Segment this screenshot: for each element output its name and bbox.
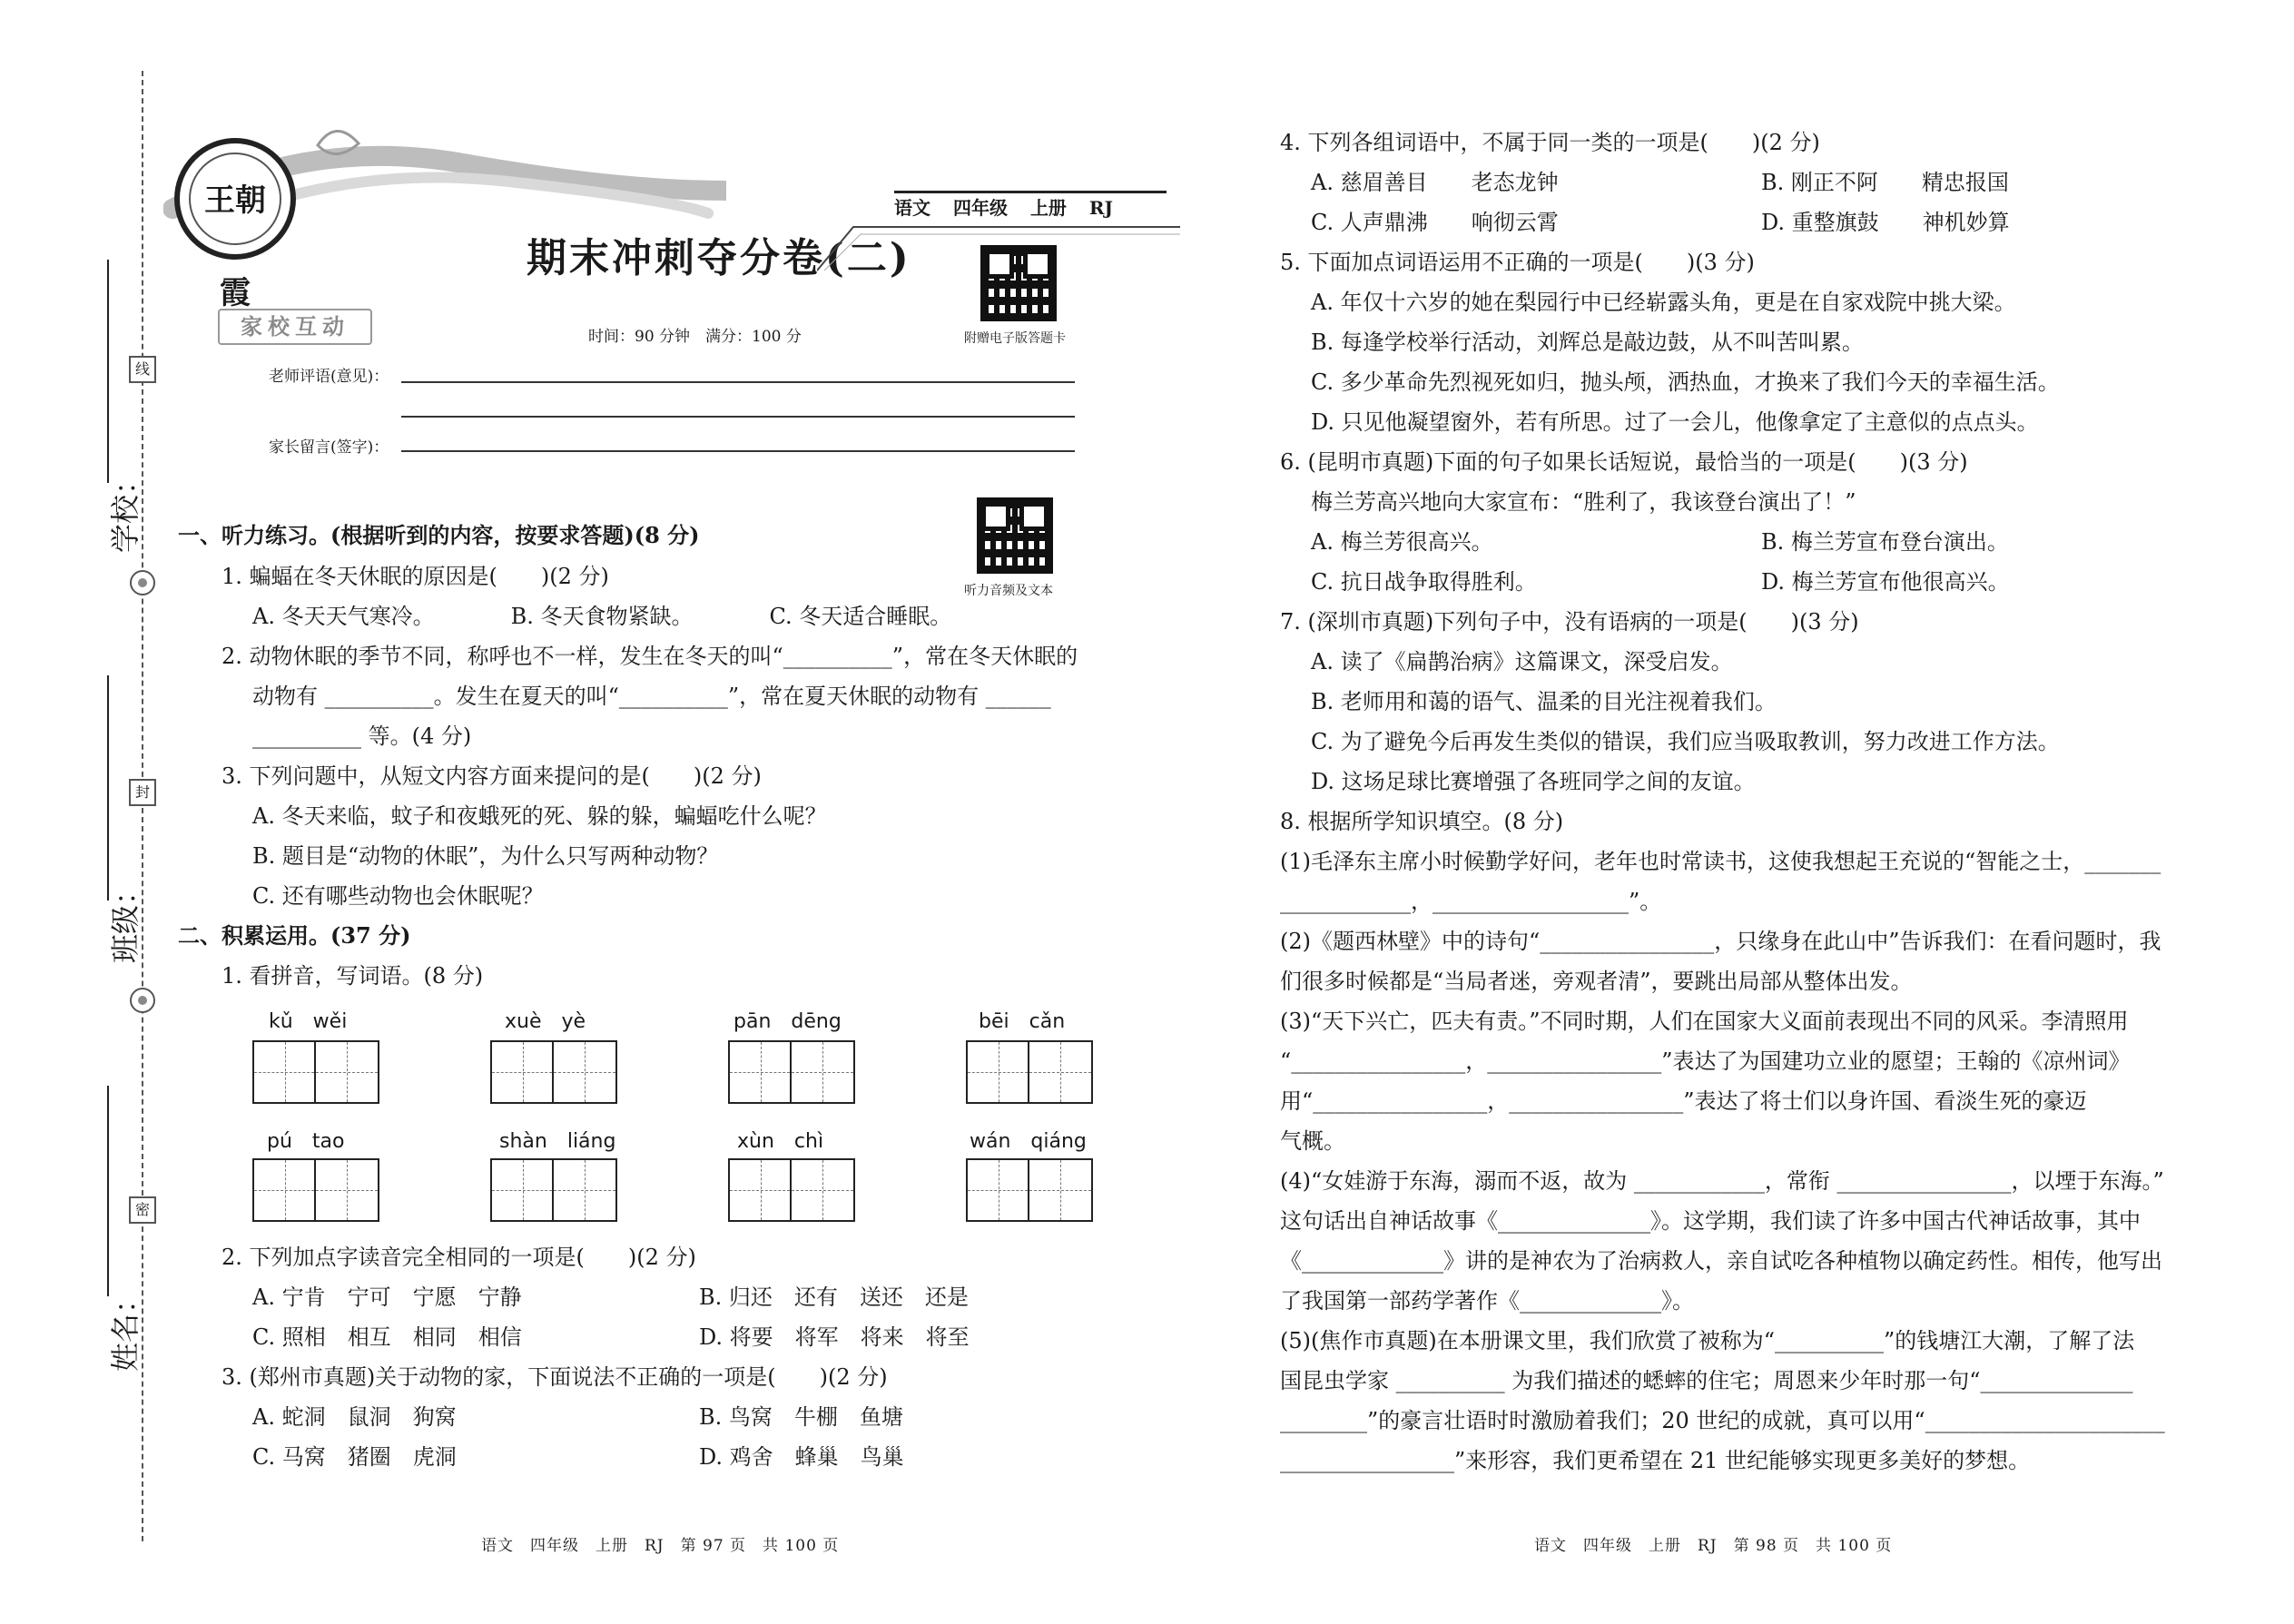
question-text: 7. (深圳市真题)下列句子中，没有语病的一项是( )(3 分) (1280, 609, 1859, 635)
writing-grid[interactable] (728, 1158, 855, 1222)
time-info: 时间：90 分钟 满分：100 分 (588, 328, 802, 346)
fill-in-text: 们很多时候都是“当局者迷，旁观者清”，要跳出局部从整体出发。 (1280, 969, 1913, 994)
meta-volume: 上册 (1029, 197, 1067, 219)
question-option: D. 这场足球比赛增强了各班同学之间的友谊。 (1311, 769, 1756, 794)
section-heading: 二、积累运用。(37 分) (178, 922, 411, 949)
name-label: 姓名： (108, 1284, 143, 1373)
pinyin-label: bēi cǎn (979, 1010, 1066, 1033)
pinyin-label: pān dēng (733, 1010, 842, 1033)
qr-code-icon[interactable] (977, 497, 1053, 574)
page-footer: 语文 四年级 上册 RJ 第 98 页 共 100 页 (1534, 1537, 1893, 1555)
school-underline (107, 260, 109, 483)
question-option: D. 将要 将军 将来 将至 (699, 1324, 970, 1350)
qr-caption: 听力音频及文本 (964, 584, 1053, 598)
logo-text: 王朝霞 (189, 153, 281, 245)
question-option: B. 梅兰芳宣布登台演出。 (1761, 529, 2009, 555)
question-text: 1. 看拼音，写词语。(8 分) (222, 963, 484, 989)
pinyin-label: xùn chì (737, 1130, 824, 1153)
question-option: C. 多少革命先烈视死如归，抛头颅，洒热血，才换来了我们今天的幸福生活。 (1311, 369, 2060, 395)
question-text: 动物有 __________。发生在夏天的叫“__________”，常在夏天休眠的动物有 ______ (252, 684, 1051, 709)
question-options: A. 冬天天气寒冷。 B. 冬天食物紧缺。 C. 冬天适合睡眠。 (252, 604, 952, 629)
teacher-comment-line[interactable] (401, 381, 1075, 383)
question-option: A. 梅兰芳很高兴。 (1311, 529, 1493, 555)
writing-grid[interactable] (252, 1158, 379, 1222)
parent-comment-label: 家长留言(签字)： (269, 438, 389, 457)
question-text: 4. 下列各组词语中，不属于同一类的一项是( )(2 分) (1280, 130, 1820, 155)
teacher-comment-line[interactable] (401, 416, 1075, 418)
fill-in-text: ____________，__________________”。 (1280, 889, 1662, 914)
writing-grid[interactable] (252, 1040, 379, 1104)
pinyin-label: shàn liáng (499, 1130, 616, 1153)
teacher-comment-label: 老师评语(意见)： (269, 368, 389, 386)
question-text: 2. 下列加点字读音完全相同的一项是( )(2 分) (222, 1245, 696, 1270)
seal-char: 封 (129, 779, 156, 806)
question-option: C. 还有哪些动物也会休眠呢？ (252, 883, 544, 909)
writing-grid[interactable] (728, 1040, 855, 1104)
question-text: 3. 下列问题中，从短文内容方面来提问的是( )(2 分) (222, 763, 762, 789)
pinyin-label: xuè yè (505, 1010, 586, 1033)
question-option: D. 重整旗鼓 神机妙算 (1761, 210, 2010, 235)
question-option: C. 照相 相互 相同 相信 (252, 1324, 522, 1350)
meta-subject: 语文 (894, 197, 930, 219)
question-text: 5. 下面加点词语运用不正确的一项是( )(3 分) (1280, 250, 1755, 275)
question-option: A. 读了《扁鹊治病》这篇课文，深受启发。 (1311, 649, 1733, 674)
writing-grid[interactable] (966, 1158, 1093, 1222)
pinyin-label: wán qiáng (970, 1130, 1087, 1153)
question-option: B. 刚正不阿 精忠报国 (1761, 170, 2009, 195)
question-option: A. 冬天来临，蚊子和夜蛾死的死、躲的躲，蝙蝠吃什么呢？ (252, 803, 827, 829)
question-option: B. 题目是“动物的休眠”，为什么只写两种动物？ (252, 843, 719, 869)
fill-in-text: (4)“女娃游于东海，溺而不返，故为 ____________，常衔 ________________，以堙于东海。” (1280, 1168, 2164, 1194)
fill-in-text: ________”的豪言壮语时时激励着我们；20 世纪的成就，真可以用“______________________ (1280, 1408, 2165, 1433)
question-text: 8. 根据所学知识填空。(8 分) (1280, 809, 1564, 834)
question-option: D. 只见他凝望窗外，若有所思。过了一会儿，他像拿定了主意似的点点头。 (1311, 409, 2039, 435)
parent-comment-line[interactable] (401, 450, 1075, 452)
writing-grid[interactable] (966, 1040, 1093, 1104)
page-footer: 语文 四年级 上册 RJ 第 97 页 共 100 页 (481, 1537, 840, 1555)
fill-in-text: 这句话出自神话故事《______________》。这学期，我们读了许多中国古代神话故事，其中 (1280, 1208, 2141, 1234)
question-option: A. 蛇洞 鼠洞 狗窝 (252, 1404, 457, 1430)
question-text: 1. 蝙蝠在冬天休眠的原因是( )(2 分) (222, 564, 609, 589)
question-option: A. 宁肯 宁可 宁愿 宁静 (252, 1284, 522, 1310)
publisher-logo (174, 138, 296, 311)
qr-code-icon[interactable] (980, 245, 1057, 321)
fill-in-text: “________________，________________”表达了为国建功立业的愿望；王翰的《凉州词》 (1280, 1048, 2131, 1074)
meta-grade: 四年级 (952, 197, 1008, 219)
question-option: B. 鸟窝 牛棚 鱼塘 (699, 1404, 903, 1430)
page-title: 期末冲刺夺分卷(二) (527, 235, 911, 281)
question-option: C. 马窝 猪圈 虎洞 (252, 1444, 457, 1470)
question-text: 梅兰芳高兴地向大家宣布：“胜利了，我该登台演出了！” (1311, 489, 1856, 515)
binding-hole-icon (130, 570, 155, 595)
question-option: B. 老师用和蔼的语气、温柔的目光注视着我们。 (1311, 689, 1777, 714)
question-option: A. 慈眉善目 老态龙钟 (1311, 170, 1559, 195)
fill-in-text: (2)《题西林壁》中的诗句“________________，只缘身在此山中”告诉我们：在看问题时，我 (1280, 929, 2161, 954)
question-text: 2. 动物休眠的季节不同，称呼也不一样，发生在冬天的叫“__________”，常在冬天休眠的 (222, 644, 1078, 669)
writing-grid[interactable] (490, 1040, 617, 1104)
school-label: 学校： (108, 465, 143, 554)
question-text: 6. (昆明市真题)下面的句子如果长话短说，最恰当的一项是( )(3 分) (1280, 449, 1968, 475)
question-option: B. 归还 还有 送还 还是 (699, 1284, 969, 1310)
seal-char: 密 (129, 1196, 156, 1224)
home-school-badge: 家校互动 (218, 309, 372, 345)
section-heading: 一、听力练习。(根据听到的内容，按要求答题)(8 分) (178, 522, 700, 548)
name-underline (107, 1086, 109, 1296)
seal-char: 线 (129, 356, 156, 383)
question-text: __________ 等。(4 分) (252, 723, 472, 749)
question-option: C. 人声鼎沸 响彻云霄 (1311, 210, 1559, 235)
fill-in-text: (3)“天下兴亡，匹夫有责。”不同时期，人们在国家大义面前表现出不同的风采。李清照用 (1280, 1009, 2129, 1034)
fill-in-text: 《_____________》讲的是神农为了治病救人，亲自试吃各种植物以确定药性。相传，他写出 (1280, 1248, 2162, 1274)
pinyin-label: kǔ wěi (269, 1010, 348, 1033)
question-option: C. 为了避免今后再发生类似的错误，我们应当吸取教训，努力改进工作方法。 (1311, 729, 2060, 754)
fill-in-text: (5)(焦作市真题)在本册课文里，我们欣赏了被称为“__________”的钱塘江大潮，了解了法 (1280, 1328, 2135, 1353)
question-text: 3. (郑州市真题)关于动物的家，下面说法不正确的一项是( )(2 分) (222, 1364, 888, 1390)
question-option: D. 鸡舍 蜂巢 鸟巢 (699, 1444, 904, 1470)
question-option: C. 抗日战争取得胜利。 (1311, 569, 1537, 595)
fill-in-text: 了我国第一部药学著作《_____________》。 (1280, 1288, 1694, 1314)
fill-in-text: 国昆虫学家 __________ 为我们描述的蟋蟀的住宅；周恩来少年时那一句“______________ (1280, 1368, 2133, 1393)
pinyin-label: pú tao (267, 1130, 345, 1153)
question-option: D. 梅兰芳宣布他很高兴。 (1761, 569, 2010, 595)
question-option: A. 年仅十六岁的她在梨园行中已经崭露头角，更是在自家戏院中挑大梁。 (1311, 290, 2016, 315)
fill-in-text: 气概。 (1280, 1128, 1345, 1154)
class-underline (107, 675, 109, 901)
fill-in-text: 用“________________，________________”表达了将士们以身许国、看淡生死的豪迈 (1280, 1088, 2087, 1114)
fill-in-text: ________________”来形容，我们更希望在 21 世纪能够实现更多美好的梦想。 (1280, 1448, 2031, 1473)
meta-edition: RJ (1088, 197, 1113, 219)
binding-hole-icon (130, 988, 155, 1013)
class-label: 班级： (108, 875, 143, 964)
question-option: B. 每逢学校举行活动，刘辉总是敲边鼓，从不叫苦叫累。 (1311, 330, 1864, 355)
qr-caption: 附赠电子版答题卡 (964, 331, 1066, 346)
writing-grid[interactable] (490, 1158, 617, 1222)
fill-in-text: (1)毛泽东主席小时候勤学好问，老年也时常读书，这使我想起王充说的“智能之士，_______ (1280, 849, 2161, 874)
